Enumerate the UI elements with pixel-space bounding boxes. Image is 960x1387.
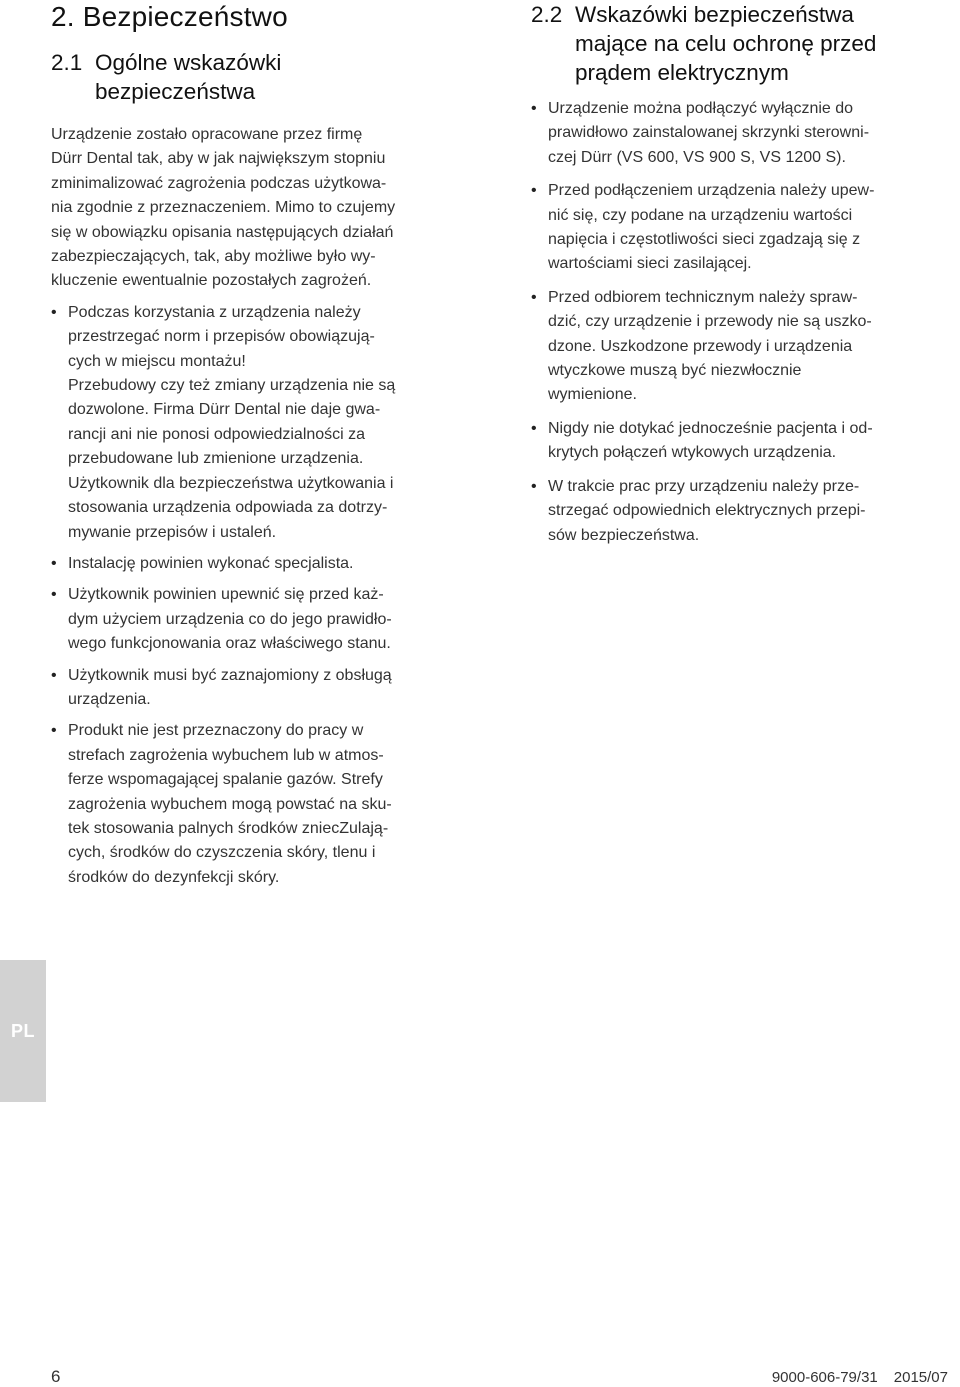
- bullet-line: tek stosowania palnych środków zniecZulają-: [68, 819, 389, 837]
- section-2-1-number: 2.1: [51, 50, 83, 75]
- language-tab: [0, 960, 46, 1102]
- bullet-line: napięcia i częstotliwości sieci zgadzają się z: [548, 231, 861, 249]
- bullet-line: prawidłowo zainstalowanej skrzynki sterowni-: [548, 124, 870, 142]
- document-date: 2015/07: [893, 1369, 948, 1386]
- bullet-line: środków do dezynfekcji skóry.: [68, 868, 280, 886]
- bullet-line: wtyczkowe muszą być niezwłocznie: [548, 362, 802, 380]
- bullet-line: • Podczas korzystania z urządzenia należy: [68, 303, 361, 321]
- bullet-line: krytych połączeń wtykowych urządzenia.: [548, 444, 837, 462]
- section-2-2-title-line: prądem elektrycznym: [575, 60, 789, 85]
- bullet-line: dozwolone. Firma Dürr Dental nie daje gwa-: [68, 401, 381, 419]
- intro-line: zminimalizować zagrożenia podczas użytkowa-: [51, 174, 387, 192]
- intro-line: nia zgodnie z przeznaczeniem. Mimo to czujemy: [51, 199, 396, 217]
- bullet-line: czej Dürr (VS 600, VS 900 S, VS 1200 S).: [548, 148, 846, 166]
- bullet-item: [531, 286, 951, 408]
- bullet-line: dzone. Uszkodzone przewody i urządzenia: [548, 337, 853, 355]
- intro-line: Dürr Dental tak, aby w jak największym stopniu: [51, 150, 386, 168]
- bullet-line: • Użytkownik musi być zaznajomiony z obsługą: [68, 666, 392, 684]
- bullet-item: [51, 719, 491, 890]
- intro-line: kluczenie ewentualnie pozostałych zagrożeń.: [51, 272, 372, 290]
- bullet-line: • Produkt nie jest przeznaczony do pracy w: [68, 722, 364, 740]
- bullet-line: • Użytkownik powinien upewnić się przed każ-: [68, 586, 384, 604]
- bullet-line: stosowania urządzenia odpowiada za dotrzy-: [68, 499, 388, 517]
- section-2-2-number: 2.2: [531, 2, 563, 27]
- bullet-line: Użytkownik dla bezpieczeństwa użytkowania i: [68, 474, 394, 492]
- bullet-line: • W trakcie prac przy urządzeniu należy prze-: [548, 477, 860, 495]
- bullet-line: cych w miejscu montażu!: [68, 352, 246, 370]
- section-2-2-bullet-list: [531, 97, 951, 548]
- document-number: 9000-606-79/31: [771, 1369, 878, 1386]
- bullet-line: rancji ani nie ponosi odpowiedzialności za: [68, 425, 366, 443]
- bullet-line: nić się, czy podane na urządzeniu wartości: [548, 206, 853, 224]
- right-column: [531, 0, 951, 548]
- bullet-line: przestrzegać norm i przepisów obowiązują-: [68, 328, 375, 346]
- bullet-line: strefach zagrożenia wybuchem lub w atmos-: [68, 746, 384, 764]
- bullet-line: urządzenia.: [68, 690, 151, 708]
- bullet-item: [51, 664, 491, 713]
- page-number: 6: [51, 1367, 61, 1386]
- bullet-line: cych, środków do czyszczenia skóry, tlenu i: [68, 844, 376, 862]
- bullet-line: • Przed odbiorem technicznym należy spraw-: [548, 288, 858, 306]
- bullet-item: [531, 417, 951, 466]
- bullet-line: Przebudowy czy też zmiany urządzenia nie są: [68, 377, 396, 395]
- bullet-item: [531, 475, 951, 548]
- section-2-2-title-line: mające na celu ochronę przed: [575, 31, 877, 56]
- section-2-1-bullet-list: [51, 301, 491, 890]
- bullet-line: wymienione.: [548, 386, 637, 404]
- bullet-line: zagrożenia wybuchem mogą powstać na sku-: [68, 795, 392, 813]
- bullet-line: wartościami sieci zasilającej.: [548, 255, 752, 273]
- bullet-item: [531, 97, 951, 170]
- bullet-line: • Urządzenie można podłączyć wyłącznie do: [548, 100, 854, 117]
- footer-doc-info: [772, 1369, 948, 1387]
- bullet-line: sów bezpieczeństwa.: [548, 526, 700, 544]
- bullet-item: [51, 583, 491, 656]
- bullet-line: dym użyciem urządzenia co do jego prawidło-: [68, 610, 392, 628]
- bullet-line: • Instalację powinien wykonać specjalista.: [68, 554, 354, 572]
- bullet-line: ferze wspomagającej spalanie gazów. Strefy: [68, 771, 383, 789]
- bullet-item: [51, 552, 491, 576]
- bullet-line: dzić, czy urządzenie i przewody nie są uszko-: [548, 313, 872, 331]
- bullet-item: [531, 179, 951, 277]
- section-2-2-title: [531, 0, 951, 87]
- left-column: [51, 0, 491, 890]
- section-2-2-title-line: Wskazówki bezpieczeństwa: [575, 2, 854, 27]
- section-2-1-title-line: bezpieczeństwa: [95, 79, 256, 104]
- bullet-line: przebudowane lub zmienione urządzenia.: [68, 450, 364, 468]
- intro-line: zabezpieczających, tak, aby możliwe było wy-: [51, 248, 376, 266]
- intro-line: się w obowiązku opisania następujących działań: [51, 223, 394, 241]
- bullet-line: mywanie przepisów i ustaleń.: [68, 523, 277, 541]
- chapter-title: 2. Bezpieczeństwo: [51, 1, 288, 32]
- section-2-1-title-line: Ogólne wskazówki: [95, 50, 282, 75]
- bullet-line: • Przed podłączeniem urządzenia należy upew-: [548, 182, 875, 200]
- bullet-line: • Nigdy nie dotykać jednocześnie pacjenta i od-: [548, 419, 873, 437]
- bullet-line: strzegać odpowiednich elektrycznych przepi-: [548, 502, 866, 520]
- bullet-item: [51, 301, 491, 545]
- section-2-1-title: [51, 48, 491, 106]
- section-2-1-intro: [51, 123, 491, 294]
- language-tab-label: PL: [10, 1020, 35, 1041]
- intro-line: Urządzenie zostało opracowane przez firmę: [51, 126, 363, 143]
- bullet-line: wego funkcjonowania oraz właściwego stanu.: [68, 635, 391, 653]
